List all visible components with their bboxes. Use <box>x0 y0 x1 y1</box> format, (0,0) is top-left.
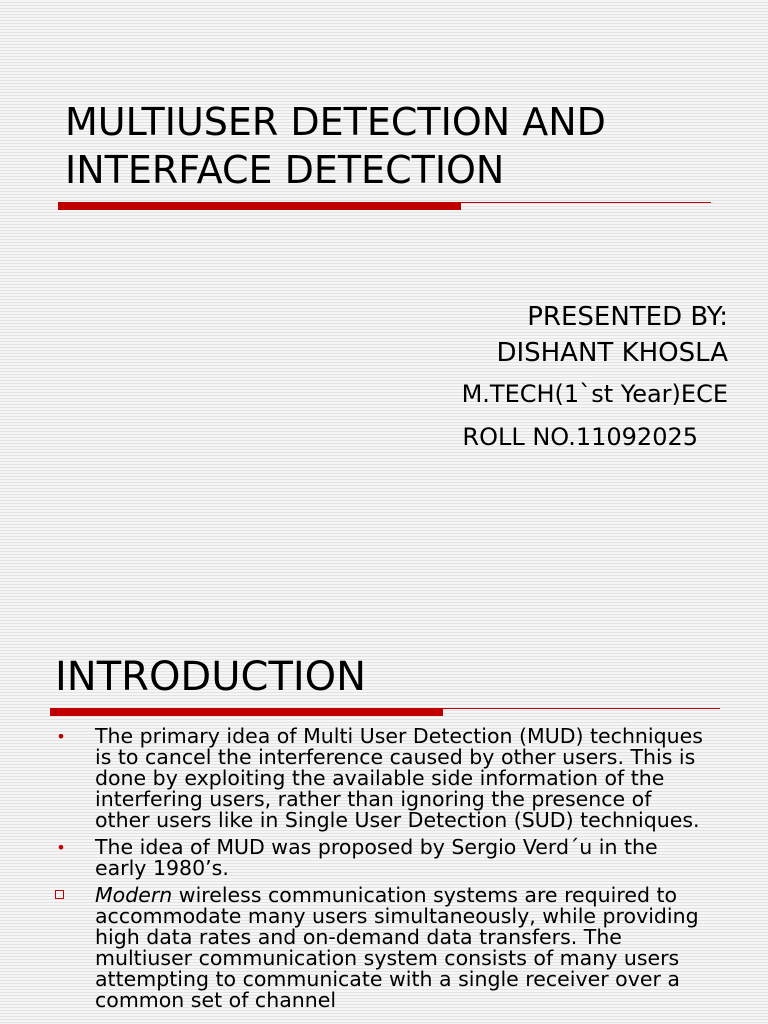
title-line-2: INTERFACE DETECTION <box>65 148 505 192</box>
introduction-underline-thin <box>443 708 720 709</box>
dot-icon: • <box>56 727 66 746</box>
introduction-title: INTRODUCTION <box>55 654 367 700</box>
bullet-emphasis: Modern <box>95 883 173 907</box>
presenter-course: M.TECH(1`st Year)ECE <box>461 380 728 408</box>
presenter-roll: ROLL NO.11092025 <box>462 423 698 451</box>
bullet-item-mud-origin <box>52 837 712 879</box>
title-underline-thin <box>461 202 711 203</box>
dot-icon: • <box>56 838 66 857</box>
slide-title <box>65 98 606 194</box>
title-underline-thick <box>58 202 461 210</box>
introduction-bullet-list <box>52 726 712 1017</box>
square-icon <box>55 890 64 899</box>
bullet-item-mud-idea <box>52 726 712 831</box>
bullet-text: wireless communication systems are required to accommodate many users simultaneously, while providing high data rates and on-demand data transfers. The multiuser communication system consists of many users attempting to communicate with a single receiver over a common set of channel <box>95 883 699 1012</box>
bullet-item-modern-systems <box>52 885 712 1011</box>
bullet-text: The idea of MUD was proposed by Sergio Verd´u in the early 1980’s. <box>95 835 658 880</box>
presenter-name: DISHANT KHOSLA <box>496 338 728 368</box>
title-line-1: MULTIUSER DETECTION AND <box>65 100 606 144</box>
introduction-underline-thick <box>50 708 443 716</box>
presenter-label: PRESENTED BY: <box>527 302 728 332</box>
bullet-text: The primary idea of Multi User Detection (MUD) techniques is to cancel the interference caused by other users. This is done by exploiting the available side information of the interfering users, rather than ignoring the presence of other users like in Single User Detection (SUD) techniques. <box>95 724 703 832</box>
